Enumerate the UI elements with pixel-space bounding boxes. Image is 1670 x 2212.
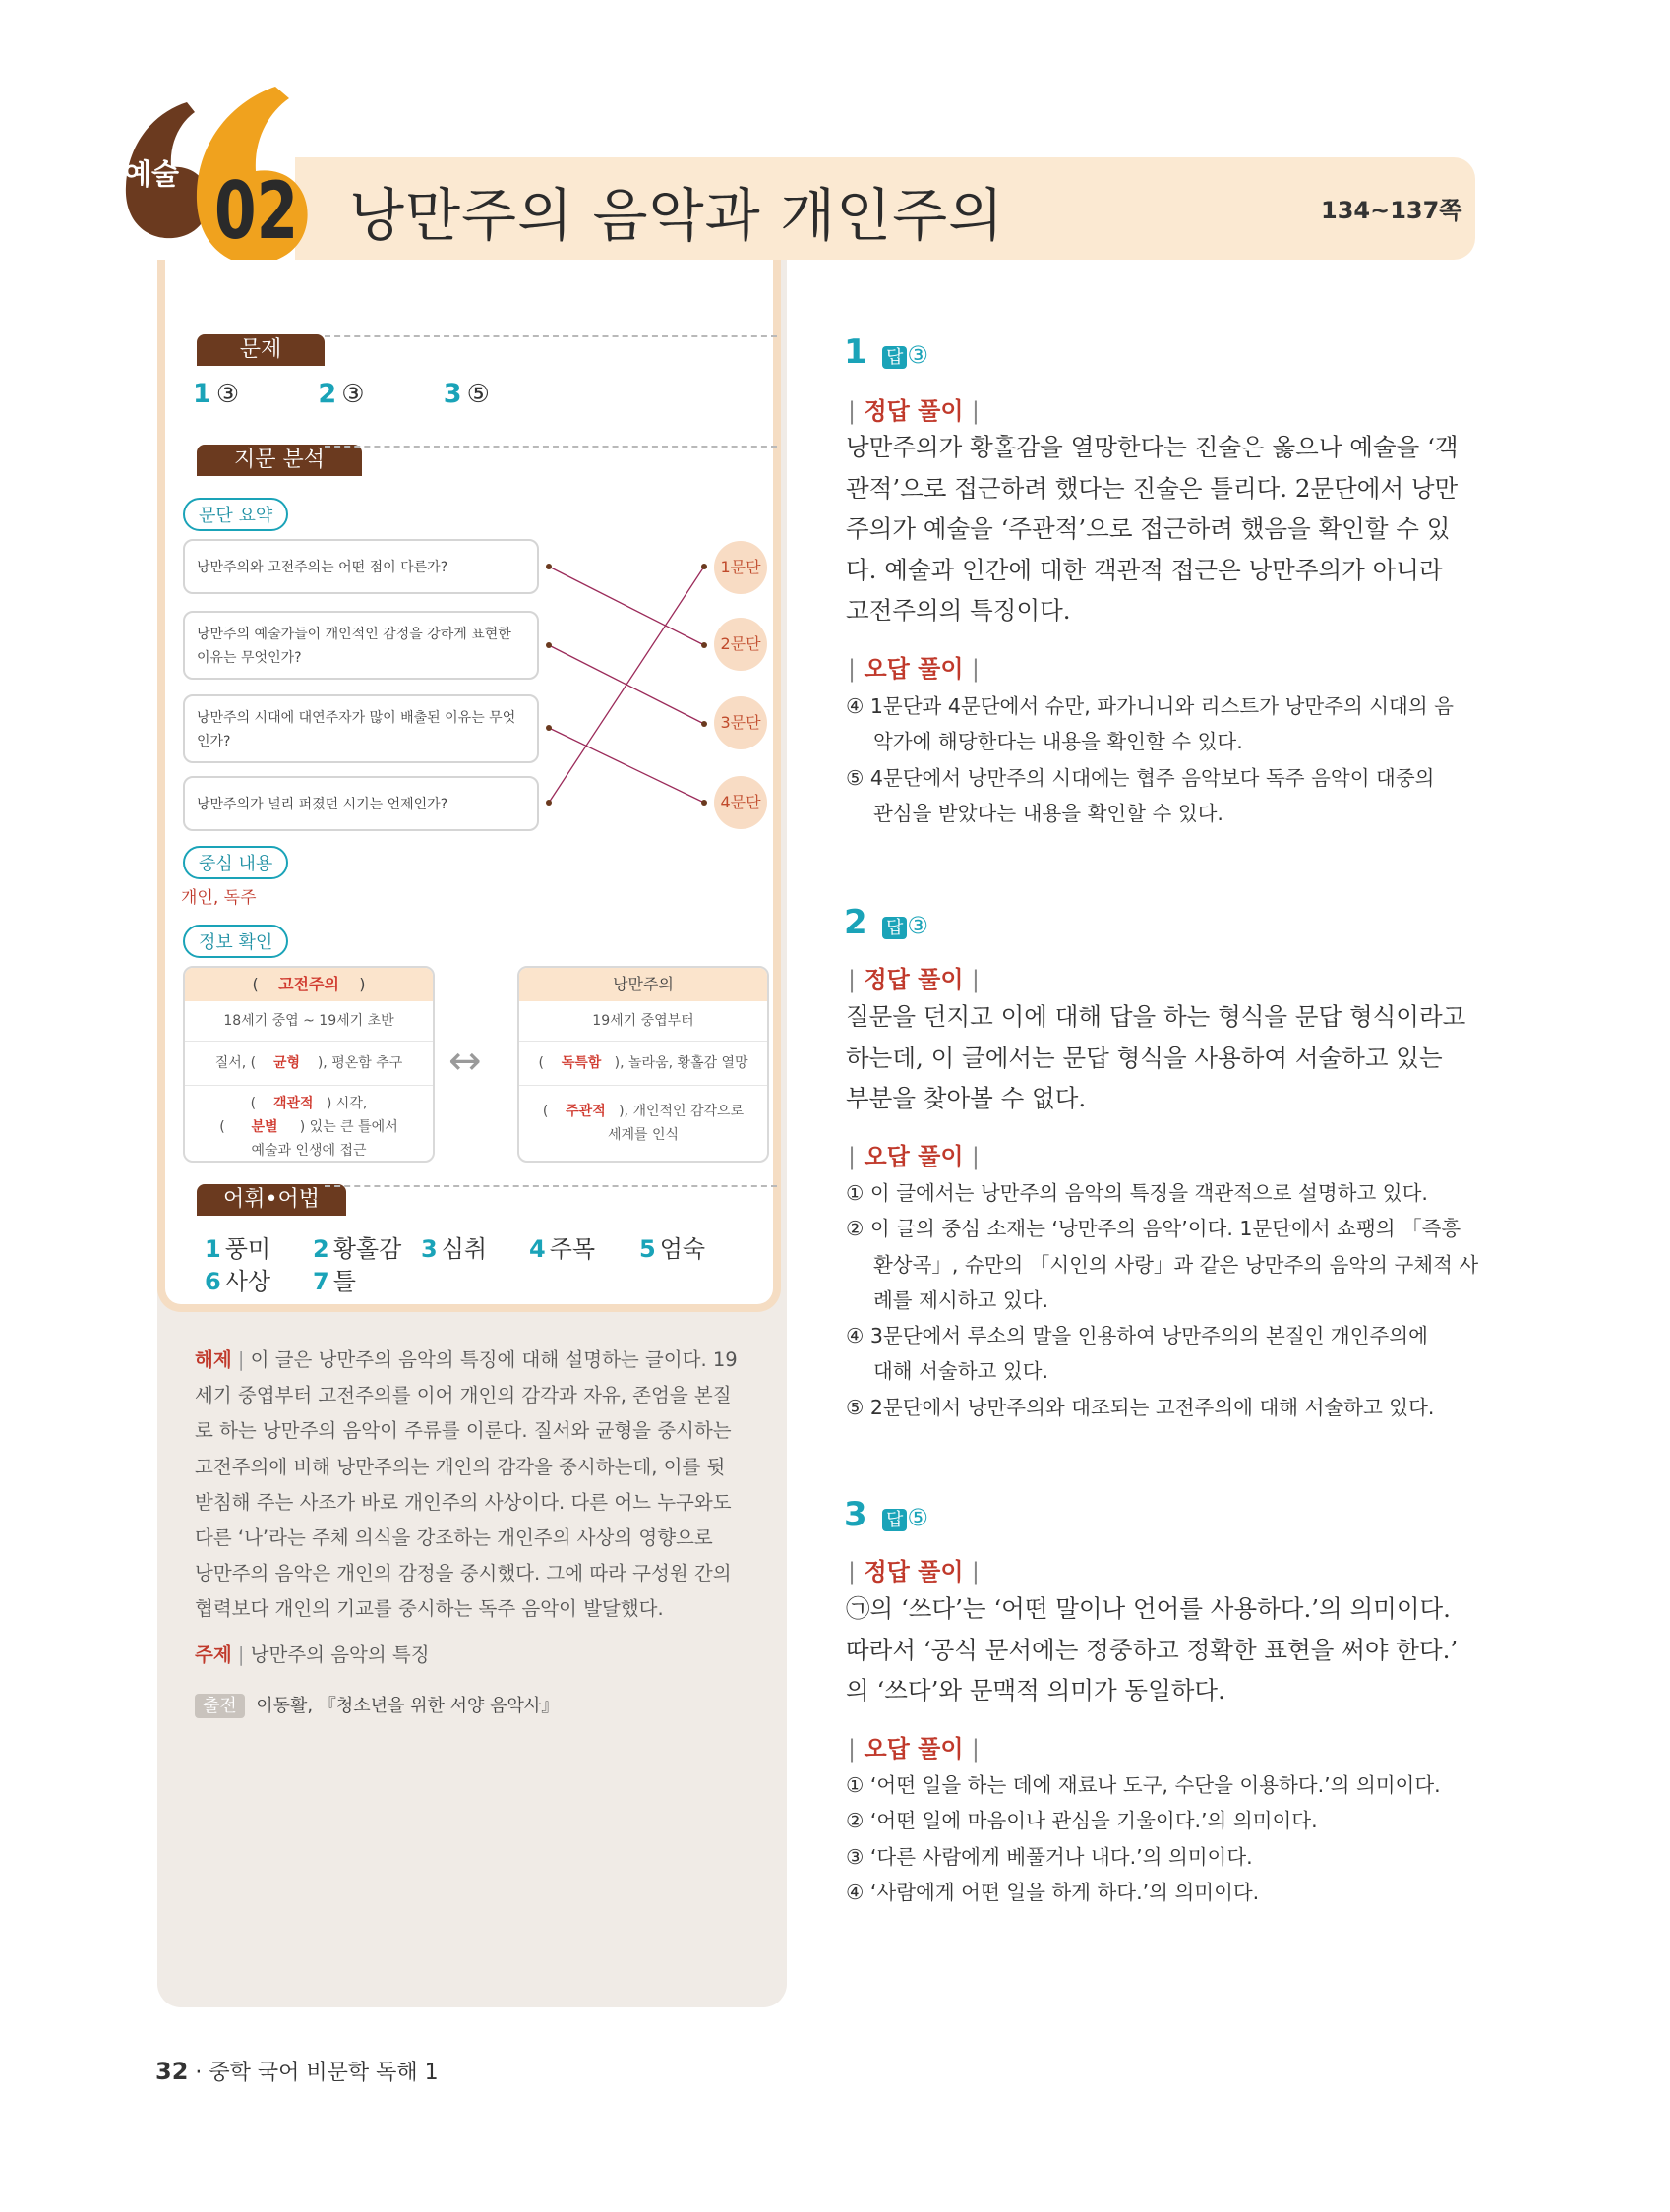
question-number: 3 xyxy=(844,1495,867,1534)
answer-label: 답 xyxy=(882,346,907,369)
paragraph-badge: 3문단 xyxy=(714,696,767,749)
wrong-label: | 오답 풀이 | xyxy=(848,1735,980,1763)
haeje-block: 해제 | 이 글은 낭만주의 음악의 특징에 대해 설명하는 글이다. 19 세기 중엽부터 고전주의를 이어 개인의 감각과 자유, 존엄을 본질 로 하는 낭만주의 음악이 주류를 이룬다. 질서와 균형을 중시하는 고전주의에 비해 낭만주의는 개인의 감각을 중시하는데, 이를 뒷 받침해 주는 사조가 바로 개인주의 사상이다. 다른 어느 누구와도 다른 ‘나’라는 주체 의식을 강조하는 개인주의 사상의 영향으로 낭만주의 음악은 개인의 감정을 중시했다. 그에 따라 구성원 간의 협력보다 개인의 기교를 중시하는 독주 음악이 발달했다. xyxy=(195,1343,746,1628)
paren: ) xyxy=(359,975,366,993)
wrong-label: | 오답 풀이 | xyxy=(848,1143,980,1170)
page-number: 32 xyxy=(155,2058,189,2085)
text: 질서, ( xyxy=(214,1055,257,1071)
text-line: ⑤ 2문단에서 낭만주의와 대조되는 고전주의에 대해 서술하고 있다. xyxy=(846,1395,1435,1419)
theme-line: 주제 | 낭만주의 음악의 특징 xyxy=(195,1644,430,1666)
vocab-number: 5 xyxy=(639,1235,656,1263)
label-text: 오답 풀이 xyxy=(864,1735,964,1763)
label-text: 정답 풀이 xyxy=(864,397,964,425)
vocab-tab: 어휘•어법 xyxy=(197,1184,346,1216)
classicism-view xyxy=(185,1086,433,1163)
answer-label: 답 xyxy=(882,1509,907,1531)
text: ( xyxy=(250,1096,257,1111)
core-pill: 중심 내용 xyxy=(183,846,288,879)
double-arrow-icon: ↔ xyxy=(448,1039,482,1084)
answer-value: ⑤ xyxy=(466,380,490,409)
page-title: 낭만주의 음악과 개인주의 xyxy=(349,182,1005,249)
romanticism-box xyxy=(517,966,769,1163)
romanticism-trait xyxy=(519,1042,767,1086)
question-heading xyxy=(844,903,928,942)
classicism-period: 18세기 중엽 ~ 19세기 초반 xyxy=(185,1001,433,1042)
text-line: 환상곡」, 슈만의 「시인의 사랑」과 같은 낭만주의 음악의 구체적 사 xyxy=(873,1252,1479,1277)
question-heading xyxy=(844,332,928,372)
text: ( xyxy=(538,1055,544,1071)
text-line: 따라서 ‘공식 문서에는 정중하고 정확한 표현을 써야 한다.’ xyxy=(846,1635,1459,1664)
vocab-number: 6 xyxy=(205,1268,221,1295)
classicism-box xyxy=(183,966,435,1163)
text: ) 시각, xyxy=(326,1096,368,1111)
text: ), 개인적인 감각으로 xyxy=(619,1104,745,1119)
text-line: 낭만주의가 황홀감을 열망한다는 진술은 옳으나 예술을 ‘객 xyxy=(846,433,1459,461)
classicism-trait xyxy=(185,1042,433,1086)
question-heading xyxy=(844,1495,928,1534)
text-line: 의 ‘쓰다’와 문맥적 의미가 동일하다. xyxy=(846,1676,1225,1704)
summary-question: 낭만주의와 고전주의는 어떤 점이 다른가? xyxy=(183,539,539,594)
answers-tab: 문제 xyxy=(197,334,325,366)
book-title: · 중학 국어 비문학 독해 1 xyxy=(195,2061,439,2085)
analysis-tab: 지문 분석 xyxy=(197,445,362,476)
paragraph-badge: 4문단 xyxy=(714,776,767,829)
paragraph-badge: 2문단 xyxy=(714,618,767,671)
answer-value: ③ xyxy=(907,341,928,369)
text-line: 부분을 찾아볼 수 없다. xyxy=(846,1084,1087,1112)
wrong-explanation xyxy=(846,1175,1485,1425)
text-line: 관심을 받았다는 내용을 확인할 수 있다. xyxy=(873,801,1223,825)
text-line: 받침해 주는 사조가 바로 개인주의 사상이다. 다른 어느 누구와도 xyxy=(195,1490,732,1514)
text-line: 주의가 예술을 ‘주관적’으로 접근하려 했음을 확인할 수 있 xyxy=(846,514,1451,543)
info-pill: 정보 확인 xyxy=(183,925,288,958)
text-line: ㉠의 ‘쓰다’는 ‘어떤 말이나 언어를 사용하다.’의 의미이다. xyxy=(846,1594,1451,1623)
vocab-item xyxy=(639,1229,705,1264)
answer-value: 객관적 xyxy=(272,1096,314,1111)
text-line: 이 글은 낭만주의 음악의 특징에 대해 설명하는 글이다. 19 xyxy=(250,1348,738,1371)
wrong-explanation xyxy=(846,688,1485,831)
vocab-item xyxy=(313,1262,356,1296)
classicism-label: 고전주의 xyxy=(278,975,339,993)
correct-label: | 정답 풀이 | xyxy=(848,397,980,425)
text-line: 낭만주의 음악은 개인의 감정을 중시했다. 그에 따라 구성원 간의 xyxy=(195,1562,732,1585)
vocab-item xyxy=(205,1262,270,1296)
paragraph-badge: 1문단 xyxy=(714,541,767,594)
vocab-item xyxy=(529,1229,595,1264)
text-line: ① ‘어떤 일을 하는 데에 재료나 도구, 수단을 이용하다.’의 의미이다. xyxy=(846,1773,1441,1797)
label-text: 정답 풀이 xyxy=(864,1558,964,1585)
page-range: 134~137쪽 xyxy=(1321,197,1462,224)
vocab-number: 7 xyxy=(313,1268,329,1295)
text: ), 놀라움, 황홀감 열망 xyxy=(614,1055,748,1071)
summary-question: 낭만주의가 널리 퍼졌던 시기는 언제인가? xyxy=(183,776,539,831)
vocab-word: 풍미 xyxy=(224,1235,271,1263)
text-line: ④ 1문단과 4문단에서 슈만, 파가니니와 리스트가 낭만주의 시대의 음 xyxy=(846,694,1454,718)
page-footer xyxy=(155,2056,439,2086)
text-line: ⑤ 4문단에서 낭만주의 시대에는 협주 음악보다 독주 음악이 대중의 xyxy=(846,765,1435,790)
source-label: 출전 xyxy=(195,1694,245,1718)
romanticism-period: 19세기 중엽부터 xyxy=(519,1001,767,1042)
label-text: 오답 풀이 xyxy=(864,655,964,683)
text-line: 고전주의의 특징이다. xyxy=(846,596,1071,625)
romanticism-view xyxy=(519,1086,767,1147)
text-line: 다. 예술과 인간에 대한 객관적 접근은 낭만주의가 아니라 xyxy=(846,555,1443,584)
text-line: 세기 중엽부터 고전주의를 이어 개인의 감각과 자유, 존엄을 본질 xyxy=(195,1384,732,1407)
lesson-number: 02 xyxy=(214,165,299,257)
answer-value: 균형 xyxy=(272,1055,301,1071)
text-line: 로 하는 낭만주의 음악이 주류를 이룬다. 질서와 균형을 중시하는 xyxy=(195,1419,732,1443)
vocab-number: 2 xyxy=(313,1235,329,1263)
summary-question: 낭만주의 예술가들이 개인적인 감정을 강하게 표현한 이유는 무엇인가? xyxy=(183,611,539,680)
category-label: 예술 xyxy=(124,157,180,191)
vocab-word: 황홀감 xyxy=(332,1235,402,1263)
text: ( xyxy=(219,1119,225,1135)
text-line: ④ ‘사람에게 어떤 일을 하게 하다.’의 의미이다. xyxy=(846,1880,1260,1904)
question-number: 2 xyxy=(844,903,867,942)
text-line: ① 이 글에서는 낭만주의 음악의 특징을 객관적으로 설명하고 있다. xyxy=(846,1181,1428,1205)
vocab-number: 4 xyxy=(529,1235,546,1263)
text-line: 질문을 던지고 이에 대해 답을 하는 형식을 문답 형식이라고 xyxy=(846,1002,1466,1031)
correct-explanation xyxy=(846,427,1477,631)
text-line: ② ‘어떤 일에 마음이나 관심을 기울이다.’의 의미이다. xyxy=(846,1809,1318,1833)
core-value: 개인, 독주 xyxy=(181,888,257,908)
answer-value: ③ xyxy=(215,380,240,409)
vocab-number: 1 xyxy=(205,1235,221,1263)
text: ) 있는 큰 틀에서 xyxy=(299,1119,398,1135)
text-line: ② 이 글의 중심 소재는 ‘낭만주의 음악’이다. 1문단에서 쇼팽의 「즉흥 xyxy=(846,1217,1461,1241)
vocab-item xyxy=(421,1229,487,1264)
divider xyxy=(325,335,777,337)
romanticism-header: 낭만주의 xyxy=(519,968,767,1001)
answer-number: 1 xyxy=(193,379,211,409)
text: 예술과 인생에 접근 xyxy=(251,1143,367,1159)
source-line xyxy=(195,1692,559,1717)
correct-explanation xyxy=(846,996,1477,1119)
source-text: 이동활, 『청소년을 위한 서양 음악사』 xyxy=(256,1696,560,1716)
wrong-explanation xyxy=(846,1767,1485,1910)
classicism-header xyxy=(185,968,433,1001)
text-line: 악가에 해당한다는 내용을 확인할 수 있다. xyxy=(873,730,1243,754)
divider xyxy=(325,1185,777,1187)
vocab-word: 사상 xyxy=(224,1268,271,1295)
theme-label: 주제 xyxy=(195,1644,232,1666)
correct-explanation xyxy=(846,1588,1477,1711)
answer-value: 독특함 xyxy=(561,1055,602,1071)
text: ), 평온함 추구 xyxy=(317,1055,403,1071)
question-number: 1 xyxy=(844,332,867,372)
text-line: 협력보다 개인의 기교를 중시하는 독주 음악이 발달했다. xyxy=(195,1597,664,1621)
divider xyxy=(325,446,777,448)
wrong-label: | 오답 풀이 | xyxy=(848,655,980,683)
answer-number: 3 xyxy=(443,379,462,409)
text-line: 다른 ‘나’라는 주체 의식을 강조하는 개인주의 사상의 영향으로 xyxy=(195,1526,713,1550)
text: ( xyxy=(542,1104,549,1119)
text-line: ④ 3문단에서 루소의 말을 인용하여 낭만주의의 본질인 개인주의에 xyxy=(846,1324,1428,1348)
vocab-word: 엄숙 xyxy=(659,1235,706,1263)
theme-text: 낭만주의 음악의 특징 xyxy=(250,1644,430,1666)
answer-value: 주관적 xyxy=(566,1104,606,1119)
text-line: 대해 서술하고 있다. xyxy=(873,1359,1048,1384)
text-line: 례를 제시하고 있다. xyxy=(873,1287,1048,1312)
vocab-item xyxy=(313,1229,401,1264)
vocab-word: 틀 xyxy=(332,1268,356,1295)
text-line: 하는데, 이 글에서는 문답 형식을 사용하여 서술하고 있는 xyxy=(846,1043,1443,1072)
haeje-label: 해제 xyxy=(195,1348,232,1371)
answer-value: ③ xyxy=(907,912,928,939)
label-text: 정답 풀이 xyxy=(864,966,964,993)
answer-number: 2 xyxy=(318,379,337,409)
vocab-number: 3 xyxy=(421,1235,438,1263)
summary-pill: 문단 요약 xyxy=(183,498,288,531)
matching-lines xyxy=(531,531,728,846)
answer-label: 답 xyxy=(882,917,907,939)
paren: ( xyxy=(252,975,259,993)
text: 세계를 인식 xyxy=(607,1127,680,1143)
answer-value: ③ xyxy=(341,380,365,409)
text-line: ③ ‘다른 사람에게 베풀거나 내다.’의 의미이다. xyxy=(846,1844,1253,1869)
label-text: 오답 풀이 xyxy=(864,1143,964,1170)
vocab-item xyxy=(205,1229,270,1264)
answer-value: ⑤ xyxy=(907,1504,928,1531)
vocab-word: 주목 xyxy=(549,1235,596,1263)
summary-question: 낭만주의 시대에 대연주자가 많이 배출된 이유는 무엇인가? xyxy=(183,694,539,763)
answer-list xyxy=(193,379,490,409)
text-line: 고전주의에 비해 낭만주의는 개인의 감각을 중시하는데, 이를 뒷 xyxy=(195,1455,726,1478)
vocab-word: 심취 xyxy=(441,1235,488,1263)
correct-label: | 정답 풀이 | xyxy=(848,1558,980,1585)
correct-label: | 정답 풀이 | xyxy=(848,966,980,993)
text-line: 관적’으로 접근하려 했다는 진술은 틀리다. 2문단에서 낭만 xyxy=(846,473,1459,503)
answer-value: 분별 xyxy=(251,1119,278,1135)
